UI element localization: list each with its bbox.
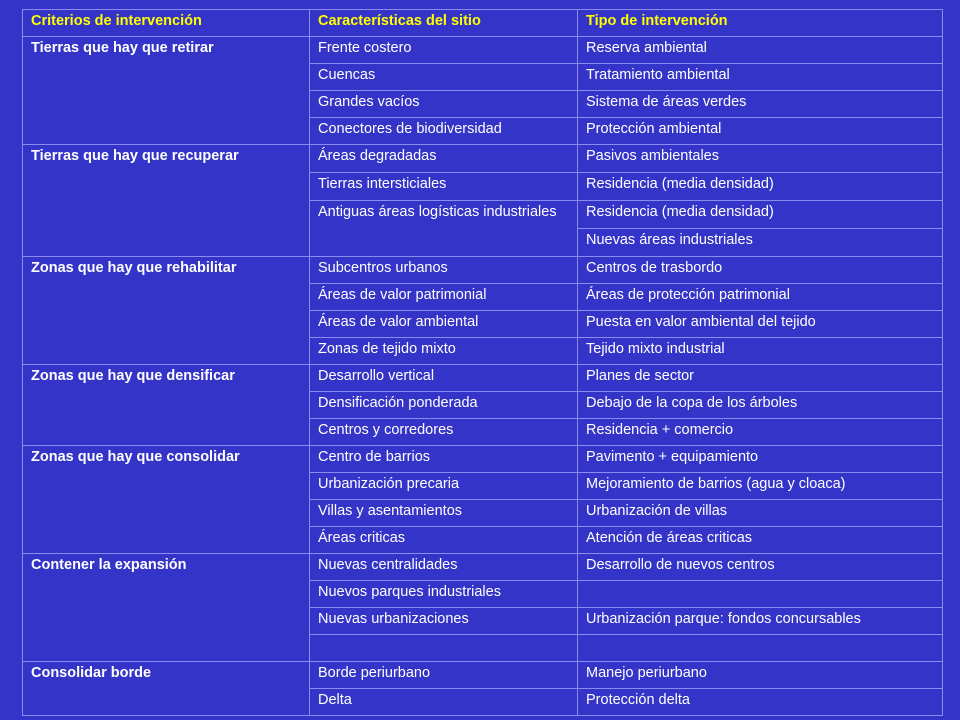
tipo-cell: Pavimento + equipamiento (578, 446, 943, 473)
table-row (23, 554, 943, 581)
criterio-cell: Zonas que hay que rehabilitar (23, 257, 310, 365)
tipo-cell: Protección ambiental (578, 118, 943, 145)
caracteristica-cell: Áreas de valor patrimonial (310, 284, 578, 311)
caracteristica-cell: Villas y asentamientos (310, 500, 578, 527)
tipo-cell: Tratamiento ambiental (578, 64, 943, 91)
tipo-cell: Puesta en valor ambiental del tejido (578, 311, 943, 338)
caracteristica-cell: Áreas de valor ambiental (310, 311, 578, 338)
tipo-cell: Protección delta (578, 689, 943, 716)
criterio-cell: Zonas que hay que densificar (23, 365, 310, 446)
caracteristica-cell: Áreas criticas (310, 527, 578, 554)
caracteristica-cell: Áreas degradadas (310, 145, 578, 173)
tipo-cell: Residencia (media densidad) (578, 201, 943, 229)
tipo-cell (578, 635, 943, 662)
table-row (23, 37, 943, 64)
tipo-cell: Pasivos ambientales (578, 145, 943, 173)
tipo-cell: Urbanización de villas (578, 500, 943, 527)
tipo-cell: Sistema de áreas verdes (578, 91, 943, 118)
criterio-cell: Zonas que hay que consolidar (23, 446, 310, 554)
table-row (23, 257, 943, 284)
caracteristica-cell: Grandes vacíos (310, 91, 578, 118)
table-body (23, 37, 943, 716)
caracteristica-cell: Conectores de biodiversidad (310, 118, 578, 145)
table-row (23, 365, 943, 392)
header-criterios: Criterios de intervención (23, 10, 310, 37)
header-tipo: Tipo de intervención (578, 10, 943, 37)
tipo-cell: Debajo de la copa de los árboles (578, 392, 943, 419)
caracteristica-cell: Tierras intersticiales (310, 173, 578, 201)
caracteristica-cell: Nuevas centralidades (310, 554, 578, 581)
tipo-cell (578, 581, 943, 608)
caracteristica-cell: Subcentros urbanos (310, 257, 578, 284)
caracteristica-cell: Borde periurbano (310, 662, 578, 689)
criterio-cell: Tierras que hay que recuperar (23, 145, 310, 257)
header-row (23, 10, 943, 37)
caracteristica-cell: Delta (310, 689, 578, 716)
table-row (23, 145, 943, 173)
caracteristica-cell: Urbanización precaria (310, 473, 578, 500)
table-row (23, 662, 943, 689)
tipo-cell: Urbanización parque: fondos concursables (578, 608, 943, 635)
tipo-cell: Nuevas áreas industriales (578, 229, 943, 257)
caracteristica-cell: Antiguas áreas logísticas industriales (310, 201, 578, 257)
caracteristica-cell (310, 635, 578, 662)
caracteristica-cell: Densificación ponderada (310, 392, 578, 419)
criterio-cell: Contener la expansión (23, 554, 310, 662)
tipo-cell: Áreas de protección patrimonial (578, 284, 943, 311)
caracteristica-cell: Nuevos parques industriales (310, 581, 578, 608)
table-row (23, 446, 943, 473)
criterio-cell: Consolidar borde (23, 662, 310, 716)
tipo-cell: Centros de trasbordo (578, 257, 943, 284)
header-caracteristicas: Características del sitio (310, 10, 578, 37)
caracteristica-cell: Nuevas urbanizaciones (310, 608, 578, 635)
tipo-cell: Planes de sector (578, 365, 943, 392)
tipo-cell: Manejo periurbano (578, 662, 943, 689)
caracteristica-cell: Centros y corredores (310, 419, 578, 446)
tipo-cell: Residencia (media densidad) (578, 173, 943, 201)
caracteristica-cell: Desarrollo vertical (310, 365, 578, 392)
caracteristica-cell: Zonas de tejido mixto (310, 338, 578, 365)
criterio-cell: Tierras que hay que retirar (23, 37, 310, 145)
tipo-cell: Residencia + comercio (578, 419, 943, 446)
tipo-cell: Mejoramiento de barrios (agua y cloaca) (578, 473, 943, 500)
tipo-cell: Desarrollo de nuevos centros (578, 554, 943, 581)
tipo-cell: Tejido mixto industrial (578, 338, 943, 365)
caracteristica-cell: Cuencas (310, 64, 578, 91)
caracteristica-cell: Centro de barrios (310, 446, 578, 473)
caracteristica-cell: Frente costero (310, 37, 578, 64)
tipo-cell: Atención de áreas criticas (578, 527, 943, 554)
intervention-table (22, 9, 943, 716)
tipo-cell: Reserva ambiental (578, 37, 943, 64)
